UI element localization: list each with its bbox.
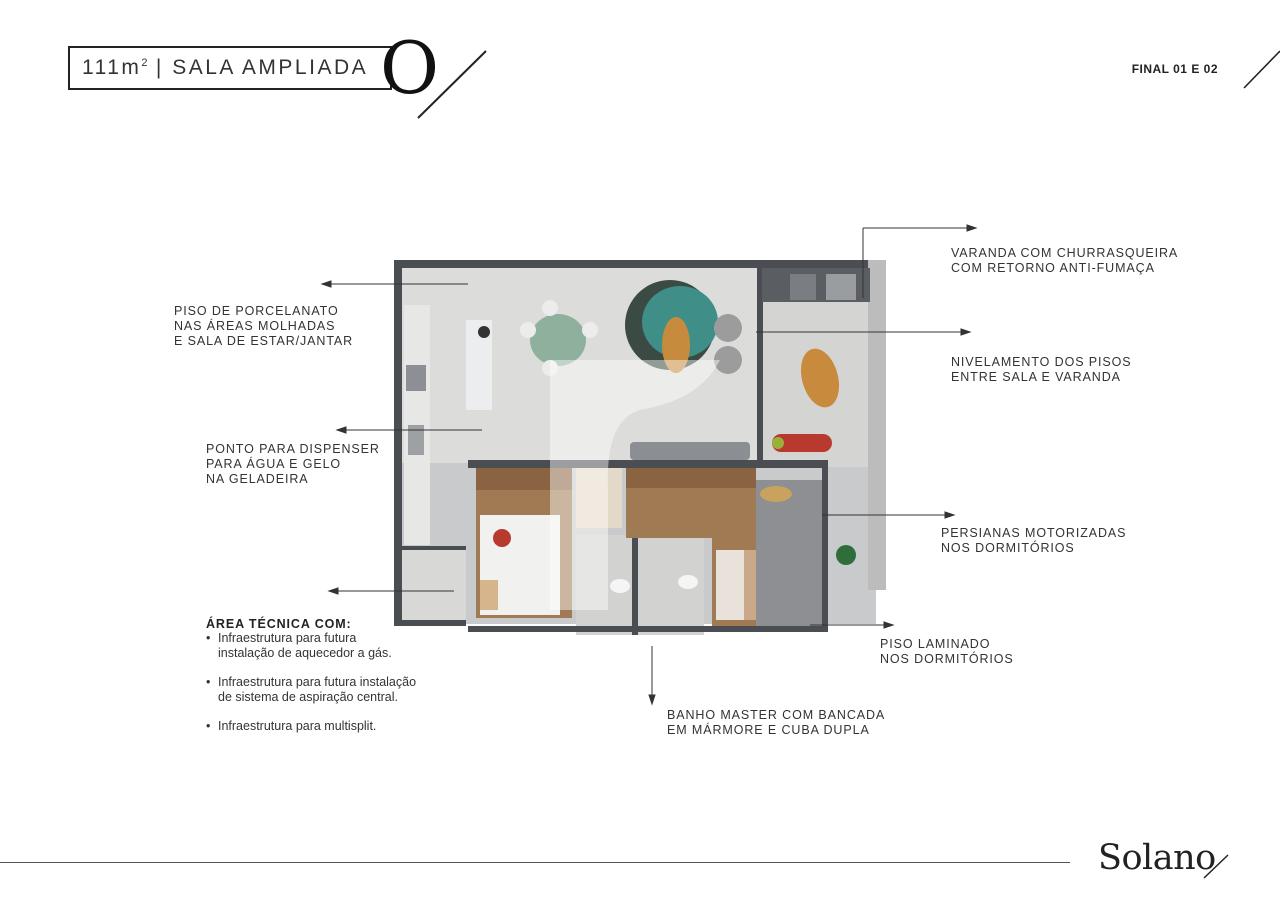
area-unit-sup: 2 <box>141 57 148 69</box>
callout-line: NA GELADEIRA <box>206 472 309 486</box>
callout-line: E SALA DE ESTAR/JANTAR <box>174 334 354 348</box>
callout-persianas <box>941 526 1126 556</box>
final-label: FINAL 01 E 02 <box>1131 62 1218 76</box>
callout-porcelanato <box>174 304 353 349</box>
brand-logo: Solano <box>1098 838 1216 878</box>
callout-banho <box>667 708 885 738</box>
area-value: 111m <box>82 56 142 79</box>
brand-slash-icon <box>1200 850 1232 882</box>
area-tecnica-list <box>206 631 416 734</box>
callout-line: BANHO MASTER COM BANCADA <box>667 708 886 722</box>
area-tecnica-title: ÁREA TÉCNICA COM: <box>206 617 352 631</box>
footer-divider <box>0 862 1070 863</box>
list-item: • Infraestrutura para multisplit. <box>206 719 416 734</box>
callout-nivelamento <box>951 355 1132 385</box>
list-item: • Infraestrutura para futura instalação de sistema de aspiração central. <box>206 675 416 705</box>
callout-line: PISO DE PORCELANATO <box>174 304 339 318</box>
title-subtitle: SALA AMPLIADA <box>172 56 369 79</box>
title-separator: | <box>155 56 164 79</box>
area-tecnica <box>206 617 416 748</box>
list-item: • Infraestrutura para futura instalação de aquecedor a gás. <box>206 631 416 661</box>
callout-line: COM RETORNO ANTI-FUMAÇA <box>951 261 1155 275</box>
callout-varanda <box>951 246 1178 276</box>
callout-line: NOS DORMITÓRIOS <box>941 541 1075 555</box>
callout-line: EM MÁRMORE E CUBA DUPLA <box>667 723 870 737</box>
callout-line: ENTRE SALA E VARANDA <box>951 370 1121 384</box>
callout-line: PARA ÁGUA E GELO <box>206 457 342 471</box>
callout-line: NOS DORMITÓRIOS <box>880 652 1014 666</box>
logo-letter: O <box>380 26 440 110</box>
callout-dispenser <box>206 442 380 487</box>
callout-line: VARANDA COM CHURRASQUEIRA <box>951 246 1179 260</box>
callout-line: PERSIANAS MOTORIZADAS <box>941 526 1127 540</box>
callout-line: NIVELAMENTO DOS PISOS <box>951 355 1132 369</box>
callout-line: PONTO PARA DISPENSER <box>206 442 380 456</box>
callout-laminado <box>880 637 1014 667</box>
callout-line: NAS ÁREAS MOLHADAS <box>174 319 336 333</box>
callout-line: PISO LAMINADO <box>880 637 991 651</box>
